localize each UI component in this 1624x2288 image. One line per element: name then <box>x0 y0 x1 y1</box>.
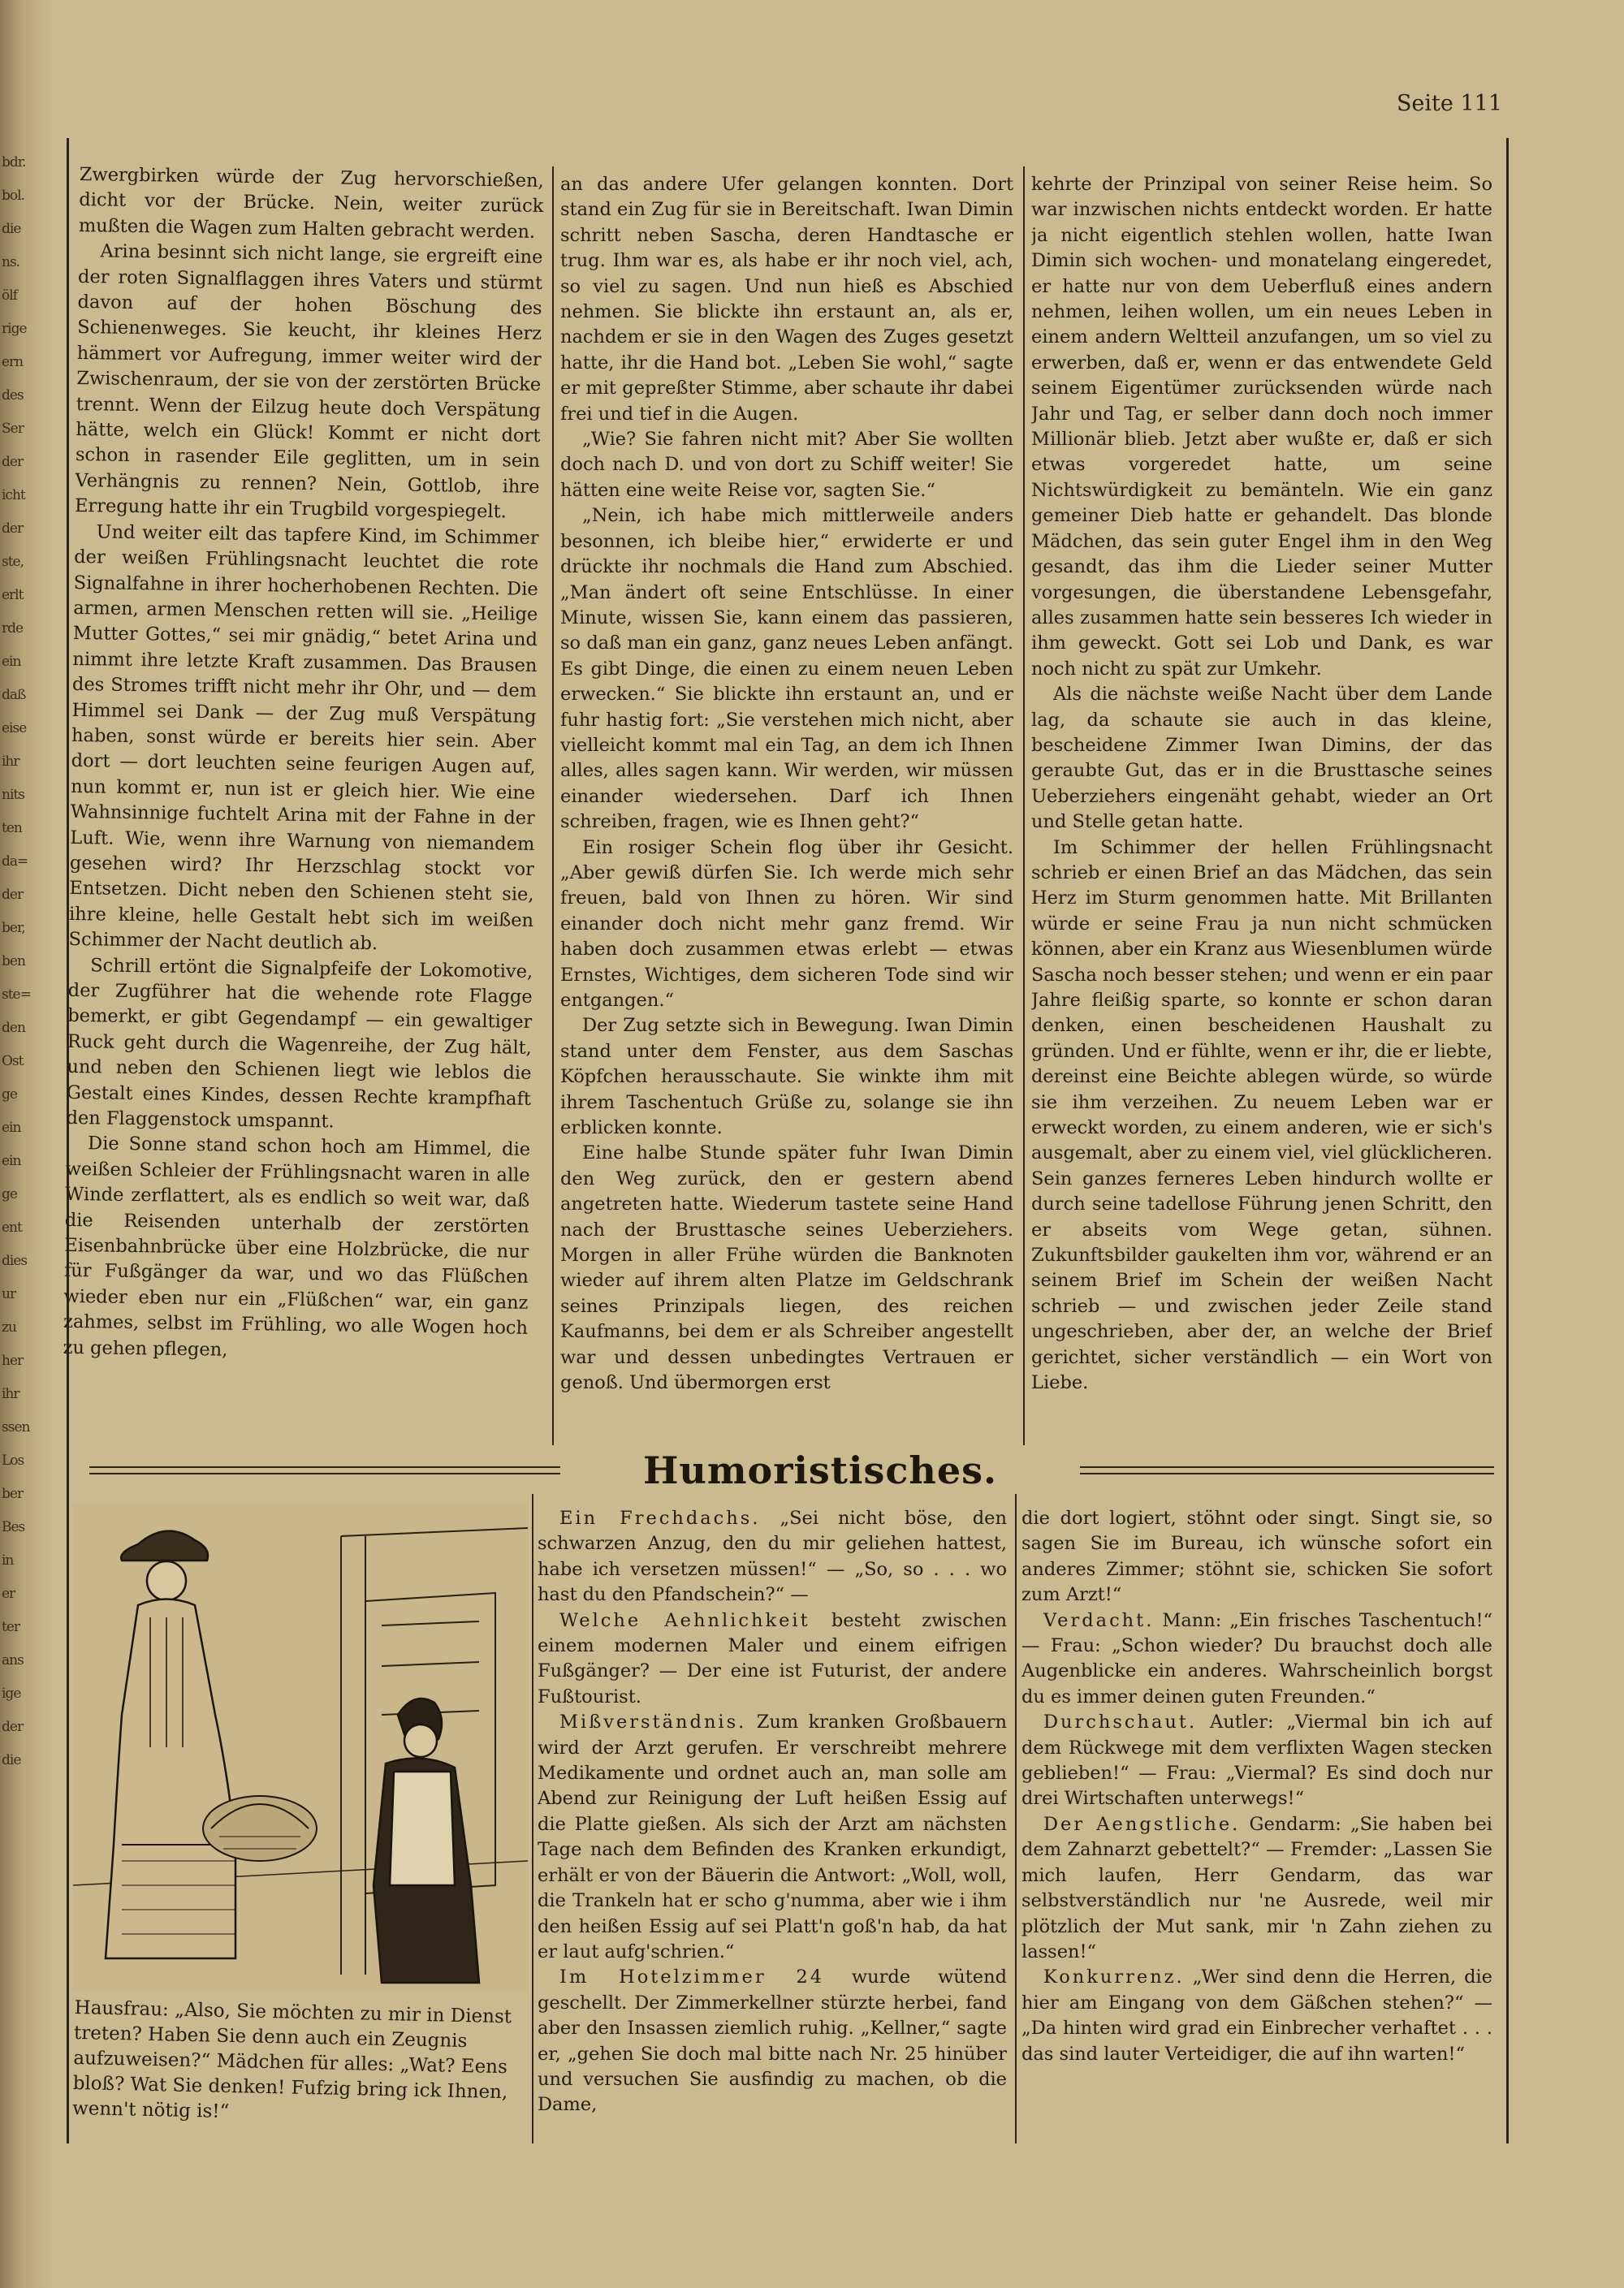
basket-drawing <box>203 1796 317 1861</box>
gutter-fragment: ern <box>2 354 24 370</box>
page-number: Seite 111 <box>1396 91 1502 116</box>
title-ornament-right <box>1080 1466 1494 1474</box>
humor-entry <box>1021 1506 1492 1608</box>
gutter-fragment: bdr. <box>2 154 26 171</box>
gutter-fragment: ige <box>2 1686 21 1702</box>
gutter-fragment: die <box>2 1752 21 1768</box>
gutter-fragment: ans <box>2 1652 24 1669</box>
gutter-fragment: der <box>2 520 24 537</box>
gutter-fragment: daß <box>2 687 26 703</box>
humor-entry <box>538 1608 1007 1711</box>
story-paragraph: Arina besinnt sich nicht lange, sie ergreift eine der roten Signalflaggen ihres Vaters und stürmt davon auf der hohen Böschung des Schienenweges. Sie keucht, ihr kleines Herz hämmert vor Aufregung, immer weiter wird der Zwischenraum, der sie von der zerstörten Brücke trennt. Wenn der Eilzug heute doch Verspätung hätte, welch ein Glück! Kommt er nicht dort schon in rasender Eile geglitten, um in sein Verhängnis zu rennen? Nein, Gottlob, ihre Erregung hatte ihr ein Trugbild vorgespiegelt. <box>74 240 543 523</box>
gutter-fragment: zu <box>2 1319 16 1336</box>
humor-entry-heading: Der Aengstliche. <box>1043 1813 1241 1835</box>
humor-entry-heading: Mißverständnis. <box>559 1712 747 1733</box>
gutter-fragment: des <box>2 387 24 404</box>
humor-entry-text: „Wer sind denn die Herren, die hier am Eingang von dem Gäßchen stehen?“ — „Da hinten wird grad ein Einbrecher verhaftet . . . das sind lauter Verteidiger, die auf ihn warten!“ <box>1021 1966 1492 2065</box>
humor-column-2 <box>1021 1506 1492 2131</box>
column-rule-2 <box>1023 166 1025 1445</box>
gutter-fragment: ben <box>2 953 25 969</box>
cartoon-caption-text: Hausfrau: „Also, Sie möchten zu mir in Dienst treten? Haben Sie denn auch ein Zeugnis aufzuweisen?“ Mädchen für alles: „Wat? Eens bloß? Wat Sie denken! Fufzig bring ick Ihnen, wenn't nötig is!“ <box>71 1997 512 2123</box>
humor-entry-text: Autler: „Viermal bin ich auf dem Rückwege mit dem verflixten Wagen stecken geblieben!“ — Frau: „Viermal? Es sind doch nur drei Wirtschaften unterwegs!“ <box>1021 1712 1492 1810</box>
story-paragraph: Zwergbirken würde der Zug hervorschießen, dicht vor der Brücke. Nein, weiter zurück mußten die Wagen zum Halten gebracht werden. <box>78 163 544 243</box>
gutter-fragment: da= <box>2 853 28 870</box>
cartoon-caption <box>71 1996 533 2184</box>
humor-entry-text: wurde wütend geschellt. Der Zimmerkellner stürzte herbei, fand aber den Insassen ziemlich ruhig. „Kellner,“ sagte er, „gehen Sie doch mal bitte nach Nr. 25 hinüber und versuchen Sie ausfindig zu machen, ob die Dame, <box>538 1966 1007 2116</box>
gutter-fragment: Los <box>2 1453 24 1469</box>
humor-entry <box>538 1506 1007 1608</box>
humor-entry-text: Zum kranken Großbauern wird der Arzt gerufen. Er verschreibt mehrere Medikamente und ordnet auch an, man solle am Abend zur Reinigung der Luft heißen Essig auf die Platte gießen. Als sich der Arzt am nächsten Tage nach dem Befinden des Kranken erkundigt, erhält er von der Bäuerin die Antwort: „Woll, woll, die Trankeln hat er scho g'numma, aber wie i ihm den heißen Essig auf sei Platt'n goß'n hab, da hat er laut aufg'schrien.“ <box>538 1712 1007 1962</box>
gutter-fragment: ten <box>2 820 22 836</box>
gutter-fragment: die <box>2 221 21 237</box>
story-paragraph: Eine halbe Stunde später fuhr Iwan Dimin den Weg zurück, den er gestern abend angetreten hatte. Wiederum tastete seine Hand nach der Brusttasche seines Ueberziehers. Morgen in aller Frühe würden die Banknoten wieder auf ihrem alten Platze im Geldschrank seines Prinzipals liegen, des reichen Kaufmanns, bei dem er als Schreiber angestellt war und dessen unbedingtes Vertrauen er genoß. Und übermorgen erst <box>560 1142 1013 1394</box>
gutter-fragment: der <box>2 1719 24 1735</box>
gutter-fragment: ssen <box>2 1419 30 1435</box>
gutter-fragment: Ost <box>2 1053 24 1069</box>
gutter-fragment: ihr <box>2 1386 19 1402</box>
gutter-fragment: ter <box>2 1619 20 1635</box>
story-paragraph: an das andere Ufer gelangen konnten. Dort stand ein Zug für sie in Bereitschaft. Iwan Dimin schritt neben Sascha, deren Handtasche er trug. Ihm war es, als habe er ihr noch viel, ach, so viel zu sagen. Und nun hieß es Abschied nehmen. Sie blickte ihn erstaunt an, als er, nachdem er sie in den Wagen des Zuges gesetzt hatte, ihr die Hand bot. „Leben Sie wohl,“ sagte er mit gepreßter Stimme, aber schaute ihr dabei frei und tief in die Augen. <box>560 174 1013 425</box>
gutter-fragment: erlt <box>2 587 24 603</box>
cartoon-drawing <box>73 1504 528 1991</box>
humor-entry-text: Mann: „Ein frisches Taschentuch!“ — Frau: „Schon wieder? Du brauchst doch alle Augenblicke ein anderes. Wahrscheinlich borgst du es immer deinen guten Freunden.“ <box>1021 1609 1492 1707</box>
gutter-fragment: ent <box>2 1220 22 1236</box>
story-paragraph: Im Schimmer der hellen Frühlingsnacht schrieb er einen Brief an das Mädchen, das sein Herz im Sturm genommen hatte. Mit Brillanten würde er seine Frau ja nun nicht schmücken können, aber ein Kranz aus Wiesenblumen würde Sascha noch besser stehen; und wenn er ein paar Jahre fleißig sparte, so konnte er schon daran denken, einen bescheidenen Haushalt zu gründen. Und er fühlte, wenn er ihr, die er liebte, dereinst eine Beichte ablegen würde, so würde sie ihm verzeihen. Zu neuem Leben war er erweckt worden, zu einem anderen, wie er sich's ausgemalt, aber zu einem viel, viel glücklicheren. Sein ganzes ferneres Leben hindurch wollte er durch seine tadellose Führung jenen Schritt, den er abseits vom Wege getan, sühnen. Zukunftsbilder gaukelten ihm vor, während er an seinem Brief im Schein der weißen Nacht schrieb — und zwischen jeder Zeile stand ungeschrieben, aber der, an welche der Brief gerichtet, sicher verständlich — ein Wort von Liebe. <box>1031 836 1492 1394</box>
humor-entry-heading: Verdacht. <box>1043 1609 1155 1631</box>
humor-entry <box>1021 1812 1492 1965</box>
gutter-fragment: in <box>2 1552 14 1569</box>
gutter-fragment: Bes <box>2 1519 25 1535</box>
gutter-fragment: ber <box>2 1486 24 1502</box>
humor-entry-heading: Welche Aehnlichkeit <box>559 1609 810 1631</box>
gutter-fragment: ihr <box>2 753 19 770</box>
column-rule-1 <box>552 166 554 1445</box>
cartoon-illustration <box>73 1504 528 1991</box>
story-paragraph: Als die nächste weiße Nacht über dem Lande lag, da schaute sie auch in das kleine, bescheidene Zimmer Iwan Dimins, der das geraubte Gut, das er in die Brusttasche seines Ueberziehers eingenäht gehabt, wieder an Ort und Stelle getan hatte. <box>1031 684 1492 833</box>
humor-entry-heading: Im Hotelzimmer 24 <box>559 1966 825 1988</box>
humor-entry-heading: Konkurrenz. <box>1043 1966 1185 1988</box>
gutter-fragment: ein <box>2 1120 21 1136</box>
humor-entry-text: besteht zwischen einem modernen Maler und einem eifrigen Fußgänger? — Der eine ist Futurist, der andere Fußtourist. <box>538 1609 1007 1707</box>
humor-section-title: Humoristisches. <box>642 1448 998 1492</box>
gutter-fragment: ur <box>2 1286 16 1302</box>
humor-entry <box>1021 1965 1492 2067</box>
humor-entry <box>538 1710 1007 1965</box>
title-ornament-left <box>89 1466 560 1474</box>
story-column-3 <box>1031 172 1492 1439</box>
story-paragraph: „Nein, ich habe mich mittlerweile anders besonnen, ich bleibe hier,“ erwiderte er und drückte ihr nochmals die Hand zum Abschied. „Man ändert oft seine Entschlüsse. In einer Minute, wissen Sie, kann einem das passieren, so daß man ein ganz, ganz neues Leben anfängt. Es gibt Dinge, die einen zu einem neuen Leben erwecken.“ Sie blickte ihn erstaunt an, und er fuhr hastig fort: „Sie verstehen mich nicht, aber vielleicht kommt mal ein Tag, an dem ich Ihnen alles, alles sagen kann. Wir werden, wir müssen einander wiedersehen. Darf ich Ihnen schreiben, fragen, wie es Ihnen geht?“ <box>560 505 1013 833</box>
column-rule-3 <box>1015 1494 1017 2143</box>
gutter-fragment: icht <box>2 487 25 503</box>
gutter-fragment: ste, <box>2 554 24 570</box>
gutter-fragment: ge <box>2 1086 17 1103</box>
humor-entry-text: Gendarm: „Sie haben bei dem Zahnarzt gebettelt?“ — Fremder: „Lassen Sie mich laufen, Herr Gendarm, das war selbstverständlich nur 'ne Ausrede, weil mir plötzlich der Mut sank, mir 'n Zahn ziehen zu lassen!“ <box>1021 1813 1492 1962</box>
binding-gutter <box>0 0 50 2288</box>
gutter-fragment: nits <box>2 787 24 803</box>
story-column-2 <box>560 172 1013 1439</box>
story-paragraph: Und weiter eilt das tapfere Kind, im Schimmer der weißen Frühlingsnacht leuchtet die rote Signalfahne in ihrer hocherhobenen Rechten. Die armen, armen Menschen retten will sie. „Heilige Mutter Gottes,“ sei mir gnädig,“ betet Arina und nimmt ihre letzte Kraft zusammen. Das Brausen des Stromes trifft nicht mehr ihr Ohr, und — dem Himmel sei Dank — der Zug muß Verspätung haben, sonst würde er bereits hier sein. Aber dort — dort leuchten seine feurigen Augen auf, nun kommt er, nun ist er gleich hier. Wie eine Wahnsinnige fuchtelt Arina mit der Fahne in der Luft. Wie, wenn ihre Warnung von niemandem gesehen wird? Ihr Herzschlag stockt vor Entsetzen. Dicht neben den Schienen steht sie, ihre kleine, helle Gestalt hebt sich im weißen Schimmer der Nacht deutlich ab. <box>68 521 539 955</box>
humor-entry-heading: Durchschaut. <box>1043 1712 1198 1733</box>
gutter-fragment: rige <box>2 321 27 337</box>
gutter-fragment: der <box>2 887 24 903</box>
gutter-fragment: ein <box>2 1153 21 1169</box>
humor-entry-text: die dort logiert, stöhnt oder singt. Singt sie, so sagen Sie im Bureau, ich wünsche sofort ein anderes Zimmer; stöhnt sie, schicken Sie sofort zum Arzt!“ <box>1021 1508 1492 1606</box>
story-paragraph: Schrill ertönt die Signalpfeife der Lokomotive, der Zugführer hat die wehende rote Flagge bemerkt, er gibt Gegendampf — ein gewaltiger Ruck geht durch die Wagenreihe, der Zug hält, und neben den Schienen liegt wie leblos die Gestalt eines Kindes, dessen Rechte krampfhaft den Flaggenstock umspannt. <box>66 954 533 1133</box>
gutter-fragment: ste= <box>2 986 31 1003</box>
story-paragraph: Ein rosiger Schein flog über ihr Gesicht. „Aber gewiß dürfen Sie. Ich werde mich sehr freuen, bald von Ihnen zu hören. Wir sind einander doch nicht mehr ganz fremd. Wir haben doch zusammen etwas erlebt — etwas Ernstes, Wichtiges, dem sicheren Tode sind wir entgangen.“ <box>560 836 1013 1011</box>
humor-entry <box>1021 1710 1492 1812</box>
gutter-fragment: ge <box>2 1186 17 1202</box>
humor-entry-heading: Ein Frechdachs. <box>559 1508 761 1529</box>
gutter-fragment: er <box>2 1586 15 1602</box>
gutter-fragment: den <box>2 1020 25 1036</box>
gutter-fragment: ber, <box>2 920 25 936</box>
gutter-fragment: eise <box>2 720 27 736</box>
gutter-fragment: ein <box>2 654 21 670</box>
gutter-fragment: ölf <box>2 287 17 304</box>
gutter-fragment: bol. <box>2 188 24 204</box>
humor-column-1 <box>538 1506 1007 2131</box>
story-column-1 <box>62 162 544 1435</box>
gutter-fragment: her <box>2 1353 24 1369</box>
story-paragraph: „Wie? Sie fahren nicht mit? Aber Sie wollten doch nach D. und von dort zu Schiff weiter! Sie hätten eine weite Reise vor, sagten Sie.“ <box>560 429 1013 501</box>
humor-entry <box>538 1965 1007 2117</box>
gutter-fragment: der <box>2 454 24 470</box>
humor-entry <box>1021 1608 1492 1711</box>
gutter-fragment: Ser <box>2 421 24 437</box>
gutter-fragment: rde <box>2 620 24 637</box>
story-paragraph: Der Zug setzte sich in Bewegung. Iwan Dimin stand unter dem Fenster, aus dem Saschas Köpfchen herausschaute. Sie winkte ihm mit ihrem Taschentuch Grüße zu, solange sie ihn erblicken konnte. <box>560 1015 1013 1139</box>
gutter-fragment: dies <box>2 1253 28 1269</box>
story-paragraph: kehrte der Prinzipal von seiner Reise heim. So war inzwischen nichts entdeckt worden. Er hatte ja nicht eigentlich stehlen wollen, hatte Iwan Dimin sich wochen- und monatelang eingeredet, er hatte nur von dem Ueberfluß eines andern nehmen, leihen wollen, um ein neues Leben in einem andern Weltteil anzufangen, um so viel zu erwerben, daß er, wenn er das entwendete Geld seinem Eigentümer zurücksenden würde nach Jahr und Tag, er selber dann doch noch immer Millionär blieb. Jetzt aber wußte er, daß er sich etwas vorgeredet hatte, um seine Nichtswürdigkeit zu bemänteln. Wie ein ganz gemeiner Dieb hatte er gehandelt. Das blonde Mädchen, das sein guter Engel ihm in den Weg gesandt, das ihm die Lieder seiner Mutter vorgesungen, die überstandene Lebensgefahr, alles zusammen hatte sein besseres Ich wieder in ihm geweckt. Gott sei Lob und Dank, es war noch nicht zu spät zur Umkehr. <box>1031 174 1492 680</box>
story-paragraph: Die Sonne stand schon hoch am Himmel, die weißen Schleier der Frühlingsnacht waren in alle Winde zerflattert, als es endlich so weit war, daß die Reisenden unterhalb der zerstörten Eisenbahnbrücke über eine Holzbrücke, die nur für Fußgänger da war, und wo das Flüßchen wieder eben nur ein „Flüßchen“ war, ein ganz zahmes, selbst im Frühling, wo alle Wogen hoch zu gehen pflegen, <box>63 1133 531 1361</box>
humor-entry-text: „Sei nicht böse, den schwarzen Anzug, den du mir geliehen hattest, habe ich versetzen müssen!“ — „So, so . . . wo hast du den Pfandschein?“ — <box>538 1508 1007 1606</box>
gutter-fragment: ns. <box>2 254 20 270</box>
